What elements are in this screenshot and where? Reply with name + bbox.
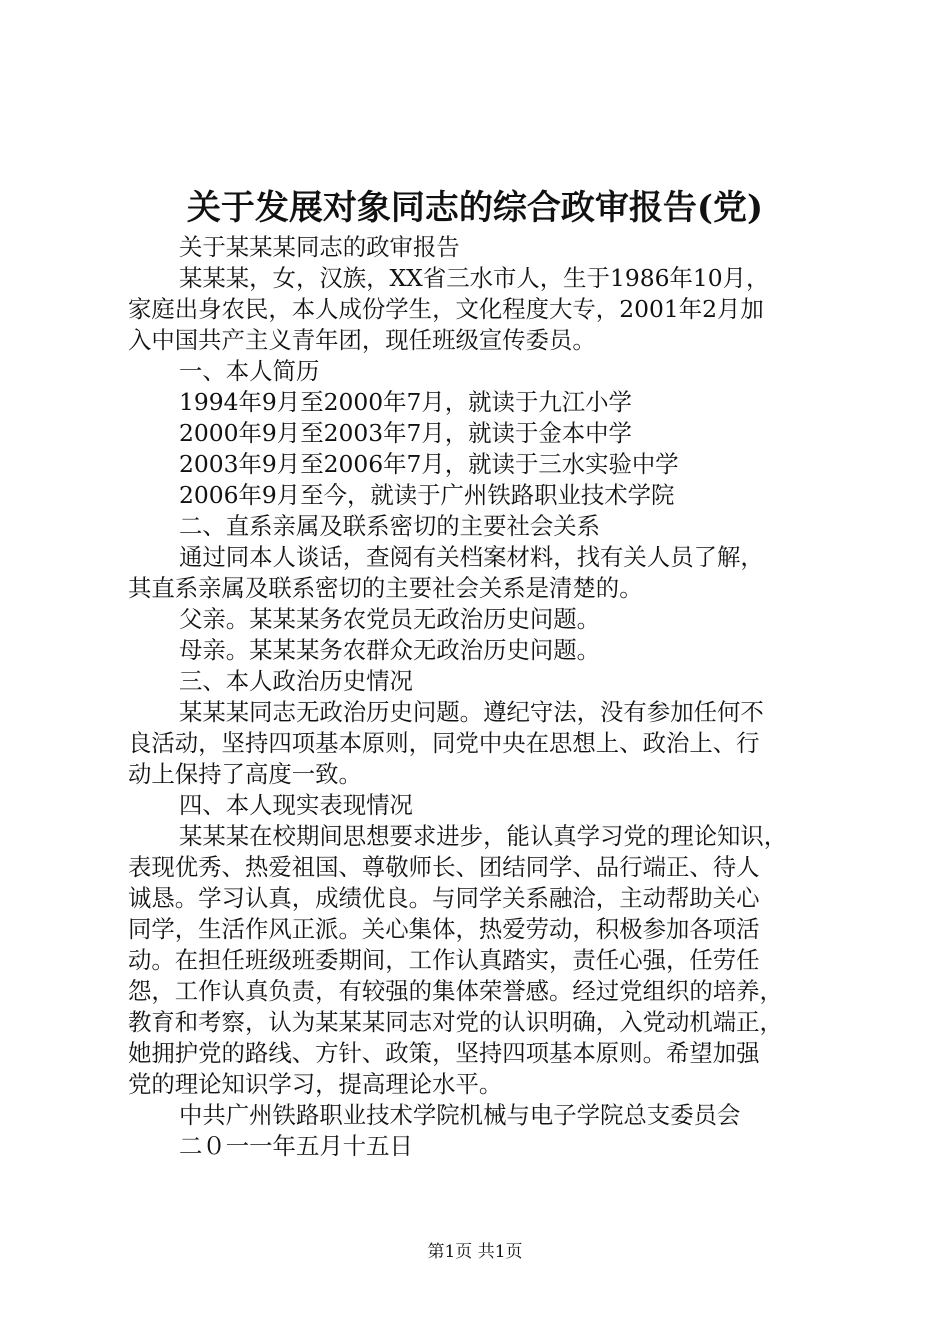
- paragraph-line: 入中国共产主义青年团，现任班级宣传委员。: [128, 326, 596, 354]
- paragraph-line: 怨，工作认真负责，有较强的集体荣誉感。经过党组织的培养，: [128, 977, 783, 1005]
- paragraph-line: 同学，生活作风正派。关心集体，热爱劳动，积极参加各项活: [128, 915, 760, 943]
- paragraph-line: 动上保持了高度一致。: [128, 760, 362, 788]
- paragraph-line: 一、本人简历: [179, 357, 320, 385]
- page-footer: 第1页 共1页: [427, 1242, 523, 1262]
- paragraph-line: 二０一一年五月十五日: [179, 1132, 413, 1160]
- paragraph-line: 某某某，女，汉族，XX省三水市人，生于1986年10月，: [179, 264, 770, 292]
- paragraph-line: 某某某同志无政治历史问题。遵纪守法，没有参加任何不: [179, 698, 764, 726]
- paragraph-line: 四、本人现实表现情况: [179, 791, 413, 819]
- paragraph-line: 通过同本人谈话，查阅有关档案材料，找有关人员了解，: [179, 543, 764, 571]
- paragraph-line: 动。在担任班级班委期间，工作认真踏实，责任心强，任劳任: [128, 946, 760, 974]
- paragraph-line: 教育和考察，认为某某某同志对党的认识明确，入党动机端正，: [128, 1008, 783, 1036]
- paragraph-line: 党的理论知识学习，提高理论水平。: [128, 1070, 503, 1098]
- paragraph-line: 表现优秀、热爱祖国、尊敬师长、团结同学、品行端正、待人: [128, 853, 760, 881]
- paragraph-line: 父亲。某某某务农党员无政治历史问题。: [179, 605, 601, 633]
- paragraph-line: 1994年9月至2000年7月，就读于九江小学: [179, 388, 632, 416]
- paragraph-line: 中共广州铁路职业技术学院机械与电子学院总支委员会: [179, 1101, 741, 1129]
- paragraph-line: 其直系亲属及联系密切的主要社会关系是清楚的。: [128, 574, 643, 602]
- document-body: [128, 232, 838, 1162]
- paragraph-line: 2006年9月至今，就读于广州铁路职业技术学院: [179, 481, 675, 509]
- paragraph-line: 三、本人政治历史情况: [179, 667, 413, 695]
- paragraph-line: 某某某在校期间思想要求进步，能认真学习党的理论知识，: [179, 822, 788, 850]
- paragraph-line: 2000年9月至2003年7月，就读于金本中学: [179, 419, 632, 447]
- paragraph-line: 2003年9月至2006年7月，就读于三水实验中学: [179, 450, 679, 478]
- document-title: 关于发展对象同志的综合政审报告(党): [186, 188, 764, 228]
- paragraph-line: 关于某某某同志的政审报告: [179, 233, 460, 261]
- paragraph-line: 母亲。某某某务农群众无政治历史问题。: [179, 636, 601, 664]
- paragraph-line: 她拥护党的路线、方针、政策，坚持四项基本原则。希望加强: [128, 1039, 760, 1067]
- paragraph-line: 良活动，坚持四项基本原则，同党中央在思想上、政治上、行: [128, 729, 760, 757]
- paragraph-line: 二、直系亲属及联系密切的主要社会关系: [179, 512, 601, 540]
- paragraph-line: 家庭出身农民，本人成份学生，文化程度大专，2001年2月加: [128, 295, 764, 323]
- paragraph-line: 诚恳。学习认真，成绩优良。与同学关系融洽，主动帮助关心: [128, 884, 760, 912]
